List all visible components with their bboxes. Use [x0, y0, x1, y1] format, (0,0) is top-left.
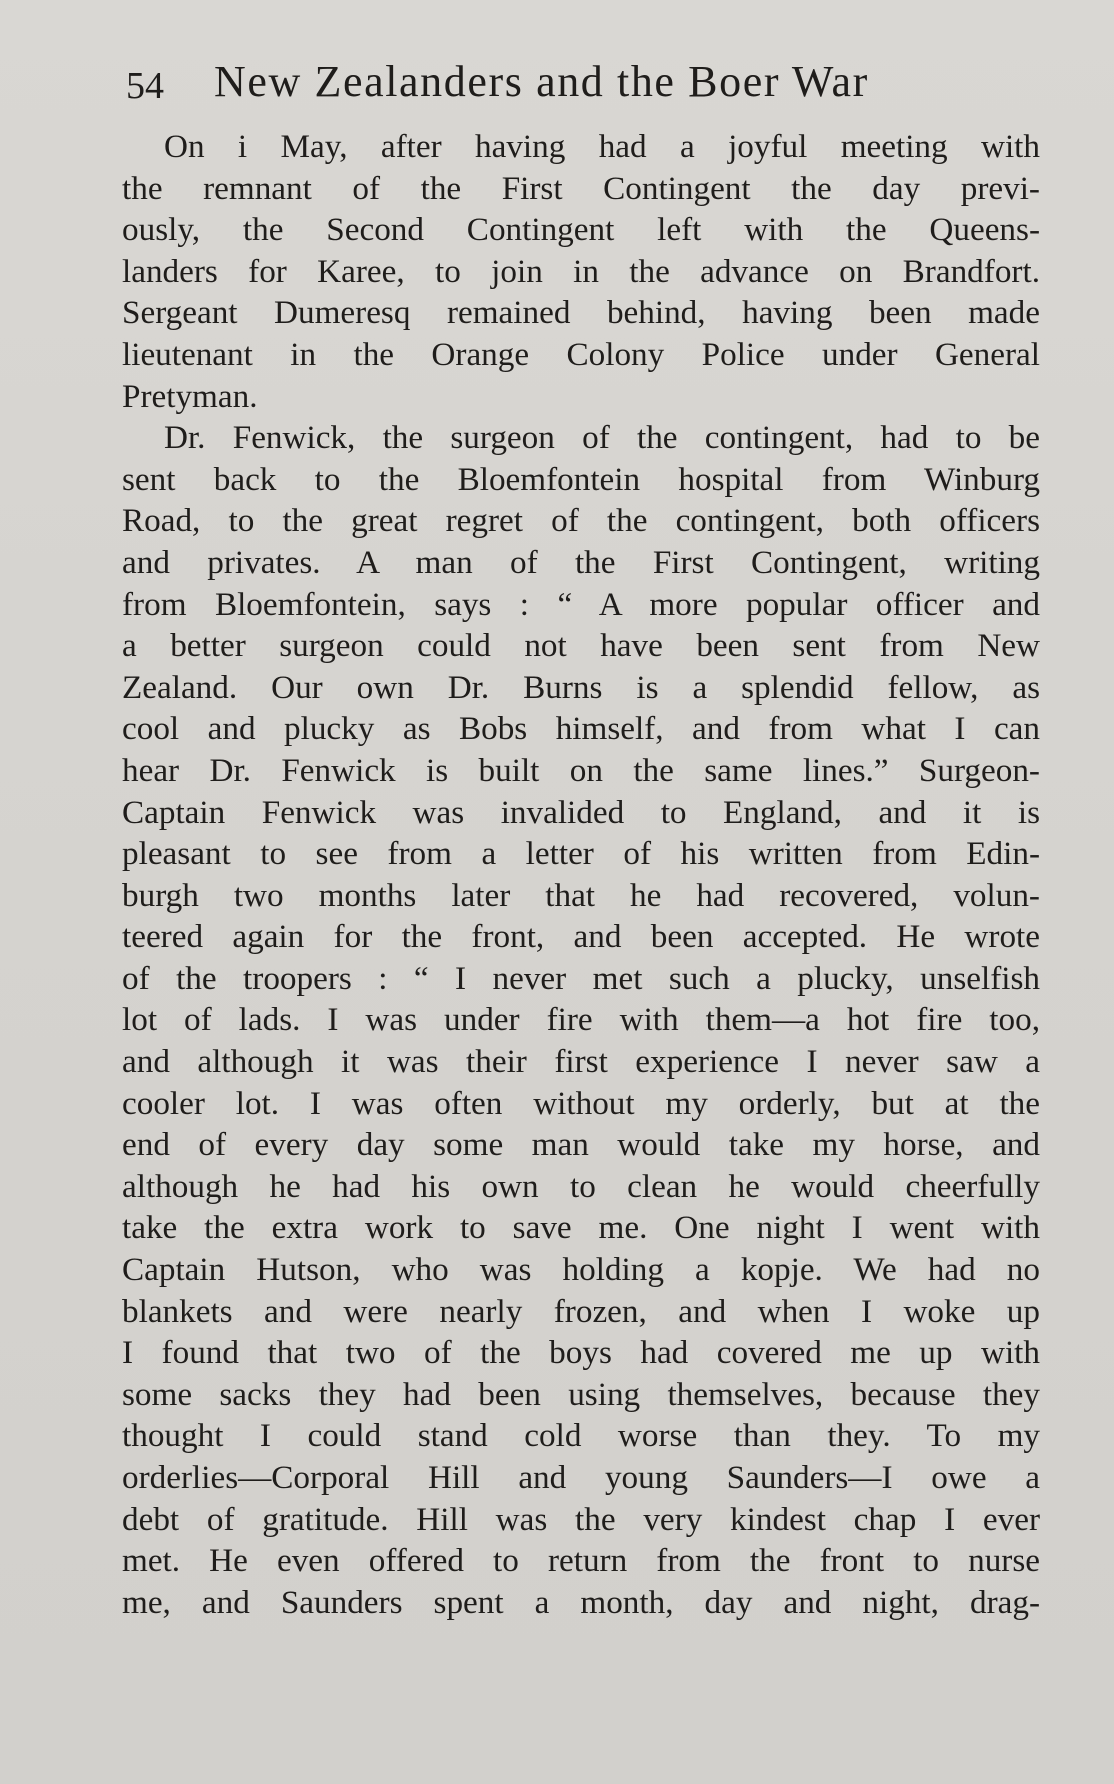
text-line: hear Dr. Fenwick is built on the same lines.” Surgeon-	[122, 751, 1040, 789]
text-line: On i May, after having had a joyful meeting with	[164, 128, 1040, 165]
text-line: of the troopers : “ I never met such a plucky, unselfish	[122, 959, 1040, 997]
text-line: sent back to the Bloemfontein hospital from Winburg	[122, 460, 1040, 498]
body-text	[122, 126, 1040, 1623]
text-line: take the extra work to save me. One night I went with	[122, 1209, 1040, 1247]
text-line: Captain Hutson, who was holding a kopje. We had no	[122, 1251, 1040, 1289]
text-line: Zealand. Our own Dr. Burns is a splendid fellow, as	[122, 668, 1040, 706]
text-line: me, and Saunders spent a month, day and night, drag-	[122, 1583, 1040, 1621]
text-line: end of every day some man would take my horse, and	[122, 1126, 1040, 1164]
text-line: teered again for the front, and been accepted. He wrote	[122, 918, 1040, 956]
page-number: 54	[126, 65, 164, 107]
text-line: Road, to the great regret of the contingent, both officers	[122, 502, 1040, 540]
text-line: landers for Karee, to join in the advance on Brandfort.	[122, 252, 1040, 290]
text-line: Sergeant Dumeresq remained behind, having been made	[122, 294, 1040, 332]
text-line: although he had his own to clean he would cheerfully	[122, 1167, 1040, 1205]
text-line: and privates. A man of the First Contingent, writing	[122, 543, 1040, 581]
text-line: Pretyman.	[122, 377, 258, 415]
text-line: thought I could stand cold worse than they. To my	[122, 1417, 1040, 1455]
text-line: from Bloemfontein, says : “ A more popular officer and	[122, 585, 1040, 623]
text-line: blankets and were nearly frozen, and when I woke up	[122, 1292, 1040, 1330]
running-title: New Zealanders and the Boer War	[214, 57, 869, 106]
text-line: the remnant of the First Contingent the day previ-	[122, 169, 1040, 207]
text-line: orderlies—Corporal Hill and young Saunders—I owe a	[122, 1459, 1040, 1496]
text-line: I found that two of the boys had covered me up with	[122, 1334, 1040, 1372]
text-line: ously, the Second Contingent left with the Queens-	[122, 211, 1040, 249]
text-line: met. He even offered to return from the front to nurse	[122, 1542, 1040, 1580]
text-line: lot of lads. I was under fire with them—a hot fire too,	[122, 1001, 1040, 1039]
text-line: cool and plucky as Bobs himself, and from what I can	[122, 710, 1040, 748]
text-line: Dr. Fenwick, the surgeon of the contingent, had to be	[164, 419, 1040, 457]
text-line: cooler lot. I was often without my orderly, but at the	[122, 1084, 1040, 1122]
text-line: some sacks they had been using themselves, because they	[122, 1375, 1040, 1413]
text-line: burgh two months later that he had recovered, volun-	[122, 876, 1040, 914]
text-line: debt of gratitude. Hill was the very kindest chap I ever	[122, 1500, 1040, 1538]
text-line: a better surgeon could not have been sent from New	[122, 627, 1040, 665]
text-line: lieutenant in the Orange Colony Police under General	[122, 335, 1040, 373]
page-header	[126, 50, 986, 120]
text-line: pleasant to see from a letter of his written from Edin-	[122, 835, 1040, 873]
text-line: Captain Fenwick was invalided to England, and it is	[122, 793, 1040, 831]
text-line: and although it was their first experience I never saw a	[122, 1043, 1040, 1081]
